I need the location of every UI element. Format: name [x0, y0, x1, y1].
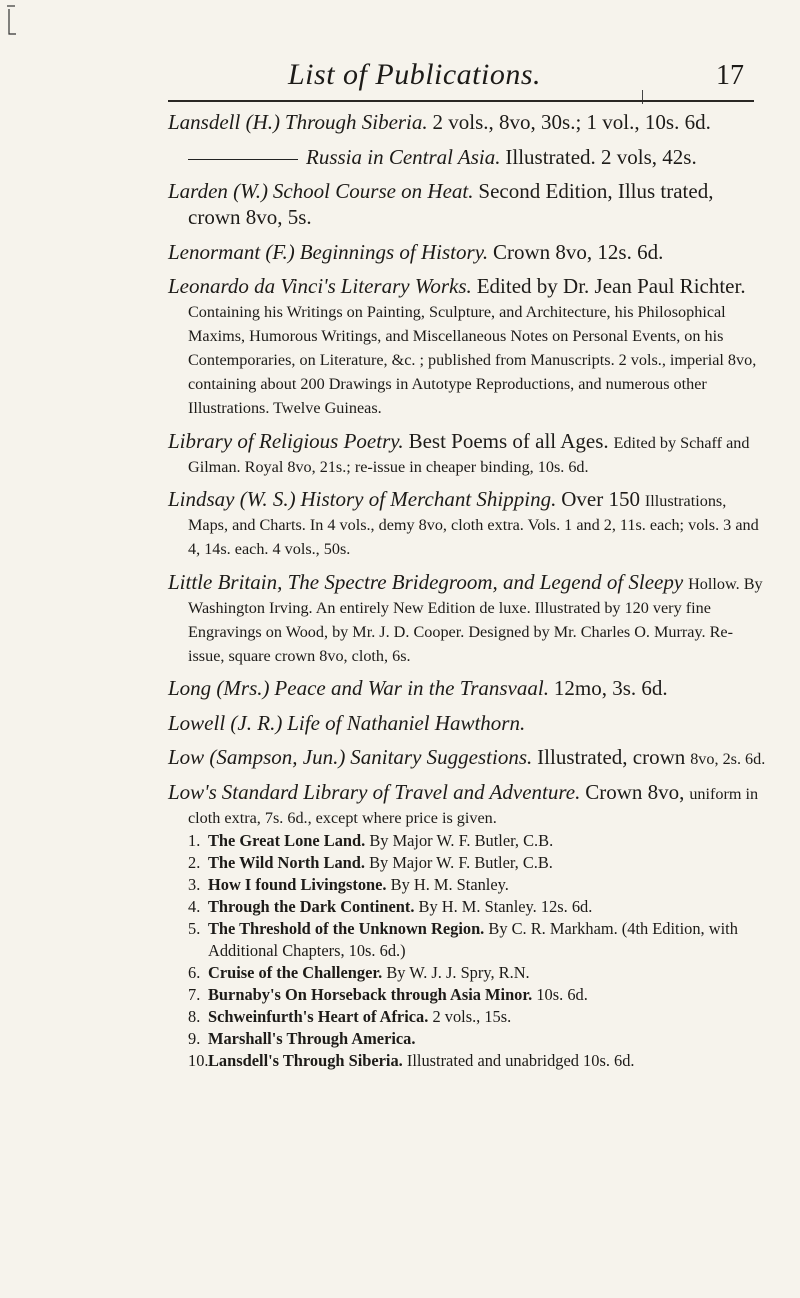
entry-details: Containing his Writings on Painting, Sculpture, and Architecture, his Philosophical Maxims, Humorous Writings, and Miscellaneous Notes on Personal Events, on his Contemporaries, on Literature, &c. ; published from Manuscripts. 2 vols., imperial 8vo, containing about 200 Drawings in Autotype Reproductions, and numerous other Illustrations. Twelve Guineas. [188, 303, 757, 417]
entry-author: Leonardo da Vinci's [168, 274, 336, 298]
entry-author: Lindsay (W. S.) [168, 487, 296, 511]
series-number: 3. [188, 874, 201, 894]
entry-author: Larden (W.) [168, 179, 268, 203]
list-entry [168, 745, 768, 771]
series-details: By H. M. Stanley. [390, 874, 509, 894]
series-item [188, 830, 768, 852]
series-item [188, 874, 768, 896]
series-item [188, 1050, 768, 1072]
entry-details: Second Edition, Illus trated, crown 8vo, 5s. [188, 179, 714, 229]
entry-details-lead: Illustrated, crown [537, 745, 686, 769]
series-item [188, 918, 768, 962]
entry-details-lead: Best Poems of all Ages. [408, 428, 609, 453]
series-item [188, 984, 768, 1006]
running-head-title: List of Publications. [288, 58, 542, 91]
entry-details: Hollow. By Washington Irving. An entirely New Edition de luxe. Illustrated by 120 very fine Engravings on Wood, by Mr. J. D. Cooper. Designed by Mr. Charles O. Murray. Re-issue, square crown 8vo, cloth, 6s. [188, 574, 763, 665]
series-item [188, 852, 768, 874]
entry-author: Long (Mrs.) [168, 676, 270, 700]
entry-title: Beginnings of History. [299, 239, 489, 264]
series-number: 7. [188, 984, 201, 1004]
series-details: By Major W. F. Butler, C.B. [369, 830, 554, 850]
entry-title: School Course on Heat. [272, 179, 474, 203]
entry-details: Illustrations, Maps, and Charts. In 4 vols., demy 8vo, cloth extra. Vols. 1 and 2, 11s. each; vols. 3 and 4, 14s. each. 4 vols., 50s. [188, 492, 759, 558]
page-number: 17 [716, 60, 744, 91]
series-title: Marshall's Through America. [208, 1028, 416, 1048]
series-title: The Wild North Land. [208, 852, 365, 872]
series-item [188, 962, 768, 984]
series-item [188, 1006, 768, 1028]
publication-list [168, 110, 768, 1080]
series-details: By W. J. J. Spry, R.N. [386, 962, 530, 982]
list-entry [168, 676, 768, 702]
series-item [188, 896, 768, 918]
series-number: 1. [188, 830, 201, 850]
series-details: Illustrated and unabridged 10s. 6d. [406, 1050, 635, 1070]
series-number: 2. [188, 852, 201, 872]
series-number: 5. [188, 918, 201, 938]
entry-details: 8vo, 2s. 6d. [690, 750, 766, 768]
entry-details: Edited by Schaff and Gilman. Royal 8vo, 21s.; re-issue in cheaper binding, 10s. 6d. [188, 433, 750, 476]
entry-details: uniform in cloth extra, 7s. 6d., except where price is given. [188, 784, 759, 827]
entry-author: Low (Sampson, Jun.) [168, 745, 346, 769]
entry-title: Russia in Central Asia. [306, 144, 501, 169]
list-entry [168, 274, 768, 420]
entry-title: History of Merchant Shipping. [300, 487, 557, 511]
entry-author: Lansdell (H.) [168, 110, 280, 134]
entry-title: Peace and War in the Transvaal. [274, 676, 549, 700]
list-entry [168, 240, 768, 266]
series-number: 6. [188, 962, 201, 982]
entry-author: Lenormant (F.) [168, 239, 295, 264]
ditto-dash [188, 159, 298, 160]
list-entry [168, 145, 768, 171]
series-title: The Great Lone Land. [208, 830, 366, 850]
entry-details: Crown 8vo, 12s. 6d. [493, 239, 664, 264]
entry-title: Through Siberia. [284, 110, 428, 134]
entry-author: Low's [168, 779, 217, 804]
entry-details-lead: Crown 8vo, [585, 779, 685, 804]
list-entry [168, 110, 768, 136]
entry-details: Illustrated. 2 vols, 42s. [505, 144, 697, 169]
entry-details: 2 vols., 8vo, 30s.; 1 vol., 10s. 6d. [432, 110, 711, 134]
running-head [0, 58, 800, 98]
entry-author: Lowell (J. R.) [168, 710, 283, 735]
series-number: 10. [188, 1050, 209, 1070]
entry-details: 12mo, 3s. 6d. [553, 676, 668, 700]
series-details: 2 vols., 15s. [432, 1006, 512, 1026]
entry-title: Little Britain, The Spectre Bridegroom, and Legend of Sleepy [168, 569, 684, 594]
header-rule [168, 100, 754, 102]
list-entry [168, 429, 768, 479]
series-title: Burnaby's On Horseback through Asia Minor. [208, 984, 533, 1004]
series-title: Cruise of the Challenger. [208, 962, 383, 982]
entry-details-lead: Edited by Dr. Jean Paul Richter. [476, 274, 746, 298]
entry-details-lead: Over 150 [561, 487, 640, 511]
series-details: By C. R. Markham. (4th Edition, with Additional Chapters, 10s. 6d.) [208, 918, 738, 960]
series-title: Through the Dark Continent. [208, 896, 415, 916]
series-number: 9. [188, 1028, 201, 1048]
list-entry [168, 487, 768, 561]
list-entry [168, 570, 768, 668]
series-list [188, 830, 768, 1072]
series-item [188, 1028, 768, 1050]
entry-title: Standard Library of Travel and Adventure. [221, 779, 581, 804]
entry-title: Literary Works. [340, 274, 472, 298]
series-number: 4. [188, 896, 201, 916]
series-title: How I found Livingstone. [208, 874, 387, 894]
entry-title: Library of Religious Poetry. [168, 428, 404, 453]
entry-title: Sanitary Suggestions. [350, 745, 533, 769]
list-entry [168, 780, 768, 1072]
list-entry [168, 711, 768, 737]
series-details: By H. M. Stanley. 12s. 6d. [418, 896, 593, 916]
series-number: 8. [188, 1006, 201, 1026]
series-title: The Threshold of the Unknown Region. [208, 918, 485, 938]
series-title: Lansdell's Through Siberia. [208, 1050, 403, 1070]
list-entry [168, 179, 768, 231]
series-title: Schweinfurth's Heart of Africa. [208, 1006, 429, 1026]
corner-mark [4, 0, 18, 40]
entry-title: Life of Nathaniel Hawthorn. [287, 710, 526, 735]
series-details: 10s. 6d. [536, 984, 588, 1004]
series-details: By Major W. F. Butler, C.B. [369, 852, 553, 872]
